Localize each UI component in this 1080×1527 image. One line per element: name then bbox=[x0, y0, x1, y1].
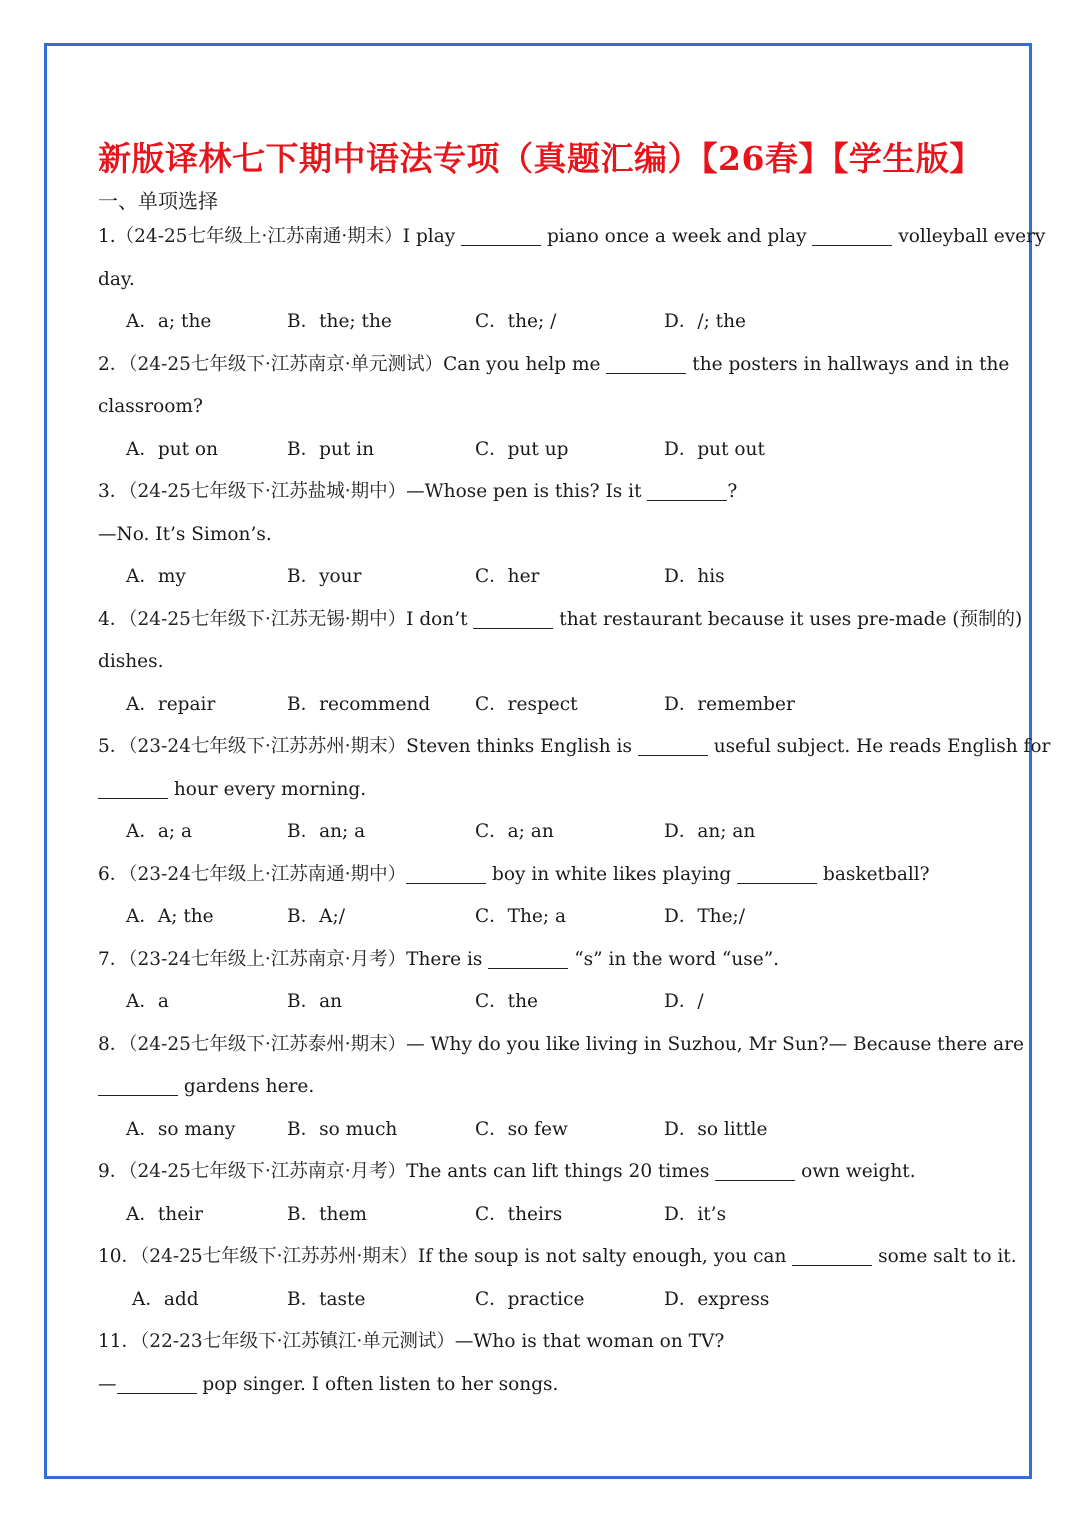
question-text: hour every morning. bbox=[168, 778, 367, 800]
question-text: — bbox=[98, 1373, 117, 1395]
option-b[interactable]: B．so much bbox=[287, 1118, 398, 1140]
question-1 bbox=[98, 216, 1046, 259]
option-row bbox=[98, 1109, 988, 1152]
section-heading: 一、单项选择 bbox=[98, 189, 218, 213]
option-a[interactable]: A．put on bbox=[126, 438, 218, 460]
answer-blank[interactable] bbox=[117, 1374, 197, 1394]
question-text: ? bbox=[727, 481, 738, 502]
option-row bbox=[98, 684, 988, 727]
question-text: The ants can lift things 20 times bbox=[406, 1161, 716, 1182]
question-text: piano once a week and play bbox=[541, 226, 813, 247]
question-source: （23-24七年级上·江苏南京·月考） bbox=[128, 948, 407, 970]
question-continuation: classroom? bbox=[98, 396, 203, 417]
option-c[interactable]: C．a; an bbox=[475, 821, 554, 842]
question-number: 7． bbox=[98, 948, 129, 970]
option-row bbox=[98, 896, 988, 939]
answer-blank[interactable] bbox=[638, 737, 708, 757]
question-text: If the soup is not salty enough, you can bbox=[417, 1246, 793, 1267]
option-c[interactable]: C．theirs bbox=[475, 1203, 563, 1225]
question-text: boy in white likes playing bbox=[486, 863, 738, 885]
question-text: —Whose pen is this? Is it bbox=[406, 481, 648, 502]
option-c[interactable]: C．practice bbox=[475, 1288, 585, 1310]
question-number: 3． bbox=[98, 481, 129, 502]
option-b[interactable]: B．an bbox=[287, 991, 343, 1012]
option-d[interactable]: D．/ bbox=[664, 991, 704, 1012]
question-11 bbox=[98, 1321, 988, 1364]
answer-blank[interactable] bbox=[792, 1247, 872, 1267]
question-source: （23-24七年级下·江苏苏州·期末） bbox=[128, 736, 407, 757]
question-number: 4． bbox=[98, 608, 129, 630]
option-d[interactable]: D．remember bbox=[664, 693, 795, 715]
question-continuation bbox=[98, 1066, 988, 1109]
option-b[interactable]: B．taste bbox=[287, 1288, 366, 1310]
answer-blank[interactable] bbox=[715, 1162, 795, 1182]
answer-blank[interactable] bbox=[461, 227, 541, 247]
question-source: （24-25七年级下·江苏苏州·期末） bbox=[140, 1246, 418, 1267]
option-c[interactable]: C．respect bbox=[475, 693, 578, 715]
question-source: （24-25七年级下·江苏南京·月考） bbox=[128, 1161, 407, 1182]
question-number: 6． bbox=[98, 863, 129, 885]
question-10 bbox=[98, 1236, 1017, 1279]
option-c[interactable]: C．The; a bbox=[475, 906, 567, 927]
question-text: that restaurant because it uses pre-made (预制的) bbox=[553, 608, 1023, 630]
option-d[interactable]: D．his bbox=[664, 566, 725, 587]
option-a[interactable]: A．a; the bbox=[126, 311, 212, 332]
option-a[interactable]: A．so many bbox=[126, 1118, 236, 1140]
option-b[interactable]: B．recommend bbox=[287, 693, 431, 715]
page-title: 新版译林七下期中语法专项（真题汇编）【26春】【学生版】 bbox=[98, 139, 983, 178]
option-a[interactable]: A．their bbox=[126, 1203, 203, 1225]
question-source: （24-25七年级下·江苏南京·单元测试） bbox=[128, 353, 444, 375]
option-row bbox=[98, 1279, 988, 1322]
question-number: 10． bbox=[98, 1246, 141, 1267]
option-d[interactable]: D．put out bbox=[664, 438, 765, 460]
option-a[interactable]: A．repair bbox=[126, 693, 216, 715]
answer-blank[interactable] bbox=[98, 779, 168, 799]
question-text: useful subject. He reads English for bbox=[707, 736, 1051, 757]
question-text: I don’t bbox=[406, 608, 474, 630]
question-list bbox=[98, 216, 1051, 1406]
answer-blank[interactable] bbox=[647, 482, 727, 502]
option-c[interactable]: C．her bbox=[475, 566, 540, 587]
question-number: 9． bbox=[98, 1161, 129, 1182]
question-number: 5． bbox=[98, 736, 129, 757]
question-7 bbox=[98, 939, 988, 982]
option-c[interactable]: C．so few bbox=[475, 1118, 568, 1140]
question-text: —Who is that woman on TV? bbox=[454, 1331, 725, 1352]
question-source: （22-23七年级下·江苏镇江·单元测试） bbox=[140, 1331, 455, 1352]
option-a[interactable]: A．a; a bbox=[126, 821, 193, 842]
option-row bbox=[98, 556, 988, 599]
answer-blank[interactable] bbox=[812, 227, 892, 247]
question-number: 11． bbox=[98, 1331, 141, 1352]
question-8 bbox=[98, 1024, 1024, 1067]
answer-blank[interactable] bbox=[606, 354, 686, 374]
question-text: — Why do you like living in Suzhou, Mr Sun?— Because there are bbox=[406, 1033, 1024, 1055]
question-text: own weight. bbox=[795, 1161, 916, 1182]
question-text: gardens here. bbox=[178, 1076, 315, 1097]
option-d[interactable]: D．it’s bbox=[664, 1203, 727, 1225]
option-c[interactable]: C．the bbox=[475, 991, 538, 1012]
option-row bbox=[98, 811, 988, 854]
option-b[interactable]: B．A;/ bbox=[287, 906, 345, 927]
option-a[interactable]: A．A; the bbox=[126, 906, 214, 927]
answer-blank[interactable] bbox=[473, 609, 553, 629]
answer-blank[interactable] bbox=[737, 864, 817, 884]
question-continuation bbox=[98, 769, 988, 812]
question-text: Can you help me bbox=[443, 353, 607, 375]
option-a[interactable]: A．my bbox=[126, 566, 186, 587]
question-source: （24-25七年级下·江苏泰州·期末） bbox=[128, 1033, 407, 1055]
question-4 bbox=[98, 599, 1023, 642]
question-6 bbox=[98, 854, 988, 897]
option-row bbox=[98, 1194, 988, 1237]
option-c[interactable]: C．the; / bbox=[475, 311, 557, 332]
question-text: volleyball every bbox=[892, 226, 1046, 247]
question-source: （24-25七年级下·江苏无锡·期中） bbox=[128, 608, 407, 630]
question-3 bbox=[98, 471, 988, 514]
option-b[interactable]: B．your bbox=[287, 566, 362, 587]
question-text: There is bbox=[406, 948, 489, 970]
question-text: “s” in the word “use”. bbox=[568, 948, 780, 970]
answer-blank[interactable] bbox=[98, 1077, 178, 1097]
question-text: Steven thinks English is bbox=[406, 736, 638, 757]
answer-blank[interactable] bbox=[406, 864, 486, 884]
question-text: some salt to it. bbox=[872, 1246, 1017, 1267]
question-number: 1. bbox=[98, 226, 116, 247]
question-9 bbox=[98, 1151, 988, 1194]
option-d[interactable]: D．so little bbox=[664, 1118, 768, 1140]
option-row bbox=[98, 981, 988, 1024]
option-row bbox=[98, 429, 988, 472]
question-text: the posters in hallways and in the bbox=[686, 353, 1010, 375]
question-source: （24-25七年级上·江苏南通·期末） bbox=[115, 226, 403, 247]
question-text: basketball? bbox=[817, 863, 930, 885]
question-continuation: day. bbox=[98, 268, 135, 290]
option-b[interactable]: B．the; the bbox=[287, 311, 392, 332]
option-a[interactable]: A．add bbox=[132, 1288, 199, 1310]
option-b[interactable]: B．them bbox=[287, 1203, 367, 1225]
question-number: 8． bbox=[98, 1033, 129, 1055]
option-d[interactable]: D．The;/ bbox=[664, 906, 746, 927]
option-d[interactable]: D．an; an bbox=[664, 821, 756, 842]
question-continuation: —No. It’s Simon’s. bbox=[98, 523, 272, 545]
option-c[interactable]: C．put up bbox=[475, 438, 569, 460]
question-source: （24-25七年级下·江苏盐城·期中） bbox=[128, 481, 407, 502]
answer-blank[interactable] bbox=[488, 949, 568, 969]
question-continuation bbox=[98, 1364, 988, 1407]
question-text: I play bbox=[402, 226, 462, 247]
question-5 bbox=[98, 726, 1051, 769]
question-source: （23-24七年级上·江苏南通·期中） bbox=[128, 863, 407, 885]
question-2 bbox=[98, 344, 1010, 387]
option-a[interactable]: A．a bbox=[126, 991, 169, 1012]
option-row bbox=[98, 301, 988, 344]
option-d[interactable]: D．express bbox=[664, 1288, 770, 1310]
question-text: pop singer. I often listen to her songs. bbox=[196, 1373, 559, 1395]
option-d[interactable]: D．/; the bbox=[664, 311, 746, 332]
option-b[interactable]: B．an; a bbox=[287, 821, 366, 842]
question-number: 2． bbox=[98, 353, 129, 375]
option-b[interactable]: B．put in bbox=[287, 438, 374, 460]
question-continuation: dishes. bbox=[98, 651, 164, 672]
